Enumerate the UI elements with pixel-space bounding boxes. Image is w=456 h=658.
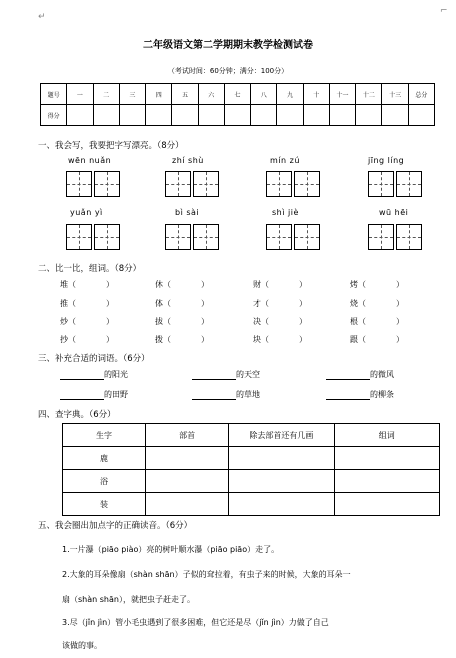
dict-cell[interactable] xyxy=(146,470,229,493)
writing-box[interactable] xyxy=(294,224,320,250)
score-table xyxy=(40,83,435,126)
paren-open: （ xyxy=(358,335,366,344)
compare-item[interactable] xyxy=(155,298,209,309)
fill-suffix: 的柳条 xyxy=(370,390,394,399)
section-2-heading: 二、比一比，组词。（8分） xyxy=(38,264,142,274)
fill-item[interactable] xyxy=(60,369,128,380)
dict-cell[interactable] xyxy=(334,447,439,470)
compare-item[interactable] xyxy=(155,279,209,290)
paren-close: ） xyxy=(106,335,114,344)
fill-item[interactable] xyxy=(326,389,394,400)
fill-suffix: 的田野 xyxy=(104,390,128,399)
paren-open: （ xyxy=(261,280,269,289)
score-cell[interactable] xyxy=(67,105,93,126)
paren-close: ） xyxy=(106,280,114,289)
score-cell[interactable] xyxy=(93,105,119,126)
compare-char: 跟 xyxy=(350,335,358,344)
dict-cell[interactable] xyxy=(146,493,229,516)
score-header-cell: 十三 xyxy=(382,84,408,105)
score-cell[interactable] xyxy=(198,105,224,126)
fill-blank[interactable] xyxy=(60,370,104,380)
paren-open: （ xyxy=(358,299,366,308)
paren-close: ） xyxy=(299,335,307,344)
compare-char: 休 xyxy=(155,280,163,289)
fill-blank[interactable] xyxy=(326,370,370,380)
section-1-heading: 一、我会写，我要把字写漂亮。（8分） xyxy=(38,141,184,151)
fill-suffix: 的微风 xyxy=(370,370,394,379)
paren-open: （ xyxy=(261,317,269,326)
pinyin-label: mín zú xyxy=(270,156,300,165)
pinyin-label: wēn nuǎn xyxy=(68,156,112,165)
writing-box[interactable] xyxy=(396,171,422,197)
score-cell[interactable] xyxy=(356,105,382,126)
question-line: 扇（shàn shān），就把虫子赶走了。 xyxy=(62,595,195,604)
fill-suffix: 的天空 xyxy=(236,370,260,379)
writing-box[interactable] xyxy=(66,224,92,250)
paren-open: （ xyxy=(163,317,171,326)
dict-header-cell: 部首 xyxy=(146,424,229,447)
compare-item[interactable] xyxy=(60,316,114,327)
score-header-cell: 七 xyxy=(224,84,250,105)
paren-close: ） xyxy=(396,335,404,344)
fill-item[interactable] xyxy=(192,389,260,400)
score-header-cell: 六 xyxy=(198,84,224,105)
section-5-heading: 五、我会圈出加点字的正确读音。（6分） xyxy=(38,521,193,531)
score-cell[interactable] xyxy=(172,105,198,126)
paren-close: ） xyxy=(396,280,404,289)
compare-item[interactable] xyxy=(60,334,114,345)
score-header-cell: 总分 xyxy=(408,84,434,105)
fill-blank[interactable] xyxy=(192,370,236,380)
score-cell[interactable] xyxy=(303,105,329,126)
paren-close: ） xyxy=(201,299,209,308)
writing-box[interactable] xyxy=(266,224,292,250)
pinyin-label: bì sài xyxy=(175,208,200,217)
paren-open: （ xyxy=(68,280,76,289)
fill-item[interactable] xyxy=(192,369,260,380)
writing-box[interactable] xyxy=(368,224,394,250)
compare-item[interactable] xyxy=(253,334,307,345)
dict-cell[interactable] xyxy=(229,470,334,493)
dictionary-table xyxy=(62,423,440,516)
writing-box[interactable] xyxy=(396,224,422,250)
compare-char: 烧 xyxy=(350,299,358,308)
score-header-cell: 九 xyxy=(277,84,303,105)
compare-char: 拨 xyxy=(155,335,163,344)
writing-box[interactable] xyxy=(94,224,120,250)
compare-item[interactable] xyxy=(60,298,114,309)
compare-char: 堆 xyxy=(60,280,68,289)
dict-row xyxy=(63,447,440,470)
paren-open: （ xyxy=(68,299,76,308)
paren-close: ） xyxy=(201,317,209,326)
score-row xyxy=(41,105,435,126)
score-cell[interactable] xyxy=(251,105,277,126)
dict-cell[interactable] xyxy=(146,447,229,470)
score-header-cell: 十一 xyxy=(329,84,355,105)
dict-header-cell: 除去部首还有几画 xyxy=(229,424,334,447)
pinyin-label: zhí shù xyxy=(172,156,204,165)
score-header-cell: 题号 xyxy=(41,84,67,105)
paren-open: （ xyxy=(261,299,269,308)
dict-header-cell: 组词 xyxy=(334,424,439,447)
score-header-cell: 一 xyxy=(67,84,93,105)
compare-char: 炒 xyxy=(60,317,68,326)
paren-close: ） xyxy=(299,317,307,326)
compare-item[interactable] xyxy=(253,279,307,290)
paren-open: （ xyxy=(261,335,269,344)
compare-char: 体 xyxy=(155,299,163,308)
dict-char: 鹿 xyxy=(63,447,146,470)
fill-blank[interactable] xyxy=(60,390,104,400)
compare-char: 块 xyxy=(253,335,261,344)
score-header-cell: 三 xyxy=(119,84,145,105)
score-cell[interactable] xyxy=(408,105,434,126)
writing-box[interactable] xyxy=(165,224,191,250)
score-header-cell: 十 xyxy=(303,84,329,105)
writing-box[interactable] xyxy=(193,224,219,250)
compare-item[interactable] xyxy=(253,316,307,327)
corner-mark: ⌐ xyxy=(440,6,448,16)
compare-item[interactable] xyxy=(350,334,404,345)
dict-char: 浴 xyxy=(63,470,146,493)
score-cell[interactable] xyxy=(146,105,172,126)
dict-cell[interactable] xyxy=(334,470,439,493)
score-row-label: 得分 xyxy=(41,105,67,126)
compare-item[interactable] xyxy=(155,316,209,327)
writing-box[interactable] xyxy=(94,171,120,197)
fill-item[interactable] xyxy=(326,369,394,380)
compare-char: 财 xyxy=(253,280,261,289)
writing-box[interactable] xyxy=(66,171,92,197)
score-cell[interactable] xyxy=(329,105,355,126)
compare-item[interactable] xyxy=(350,279,404,290)
score-cell[interactable] xyxy=(224,105,250,126)
paren-open: （ xyxy=(68,317,76,326)
writing-box[interactable] xyxy=(294,171,320,197)
section-4-heading: 四、查字典。（6分） xyxy=(38,410,116,420)
score-header-cell: 五 xyxy=(172,84,198,105)
section-3-heading: 三、补充合适的词语。（6分） xyxy=(38,354,150,364)
page-title: 二年级语文第二学期期末教学检测试卷 xyxy=(143,40,313,51)
pinyin-label: jīng líng xyxy=(368,156,405,165)
score-cell[interactable] xyxy=(277,105,303,126)
paren-close: ） xyxy=(396,299,404,308)
writing-box[interactable] xyxy=(165,171,191,197)
fill-suffix: 的草地 xyxy=(236,390,260,399)
dict-row xyxy=(63,493,440,516)
exam-info: （考试时间：60分钟；满分：100分） xyxy=(167,67,289,75)
compare-char: 才 xyxy=(253,299,261,308)
paragraph-mark: ↵ xyxy=(38,12,46,22)
score-header-cell: 十二 xyxy=(356,84,382,105)
dict-header-cell: 生字 xyxy=(63,424,146,447)
score-header-cell: 二 xyxy=(93,84,119,105)
pinyin-label: wū hēi xyxy=(379,208,409,217)
writing-box[interactable] xyxy=(193,171,219,197)
question-line: 3.尽（jǐn jìn）管小毛虫遇到了很多困难，但它还是尽（jǐn jìn）力做了自己 xyxy=(62,618,329,627)
compare-item[interactable] xyxy=(350,298,404,309)
paren-close: ） xyxy=(299,299,307,308)
compare-char: 推 xyxy=(60,299,68,308)
score-cell[interactable] xyxy=(119,105,145,126)
dict-header-row xyxy=(63,424,440,447)
paren-close: ） xyxy=(106,299,114,308)
dict-cell[interactable] xyxy=(229,447,334,470)
question-line: 1.一片瀑（piāo piào）亮的树叶顺水瀑（piāo piāo）走了。 xyxy=(62,545,280,554)
compare-char: 根 xyxy=(350,317,358,326)
paren-open: （ xyxy=(358,317,366,326)
paren-close: ） xyxy=(299,280,307,289)
score-header-cell: 八 xyxy=(251,84,277,105)
pinyin-label: yuǎn yì xyxy=(70,208,103,217)
compare-char: 拔 xyxy=(155,317,163,326)
fill-item[interactable] xyxy=(60,389,128,400)
paren-close: ） xyxy=(396,317,404,326)
compare-item[interactable] xyxy=(350,316,404,327)
pinyin-label: shì jiè xyxy=(272,208,299,217)
paren-open: （ xyxy=(163,299,171,308)
compare-item[interactable] xyxy=(253,298,307,309)
score-cell[interactable] xyxy=(382,105,408,126)
writing-box[interactable] xyxy=(266,171,292,197)
compare-char: 烤 xyxy=(350,280,358,289)
question-line: 该做的事。 xyxy=(62,641,102,650)
paren-open: （ xyxy=(358,280,366,289)
fill-suffix: 的阳光 xyxy=(104,370,128,379)
score-header-cell: 四 xyxy=(146,84,172,105)
paren-open: （ xyxy=(163,280,171,289)
paren-close: ） xyxy=(106,317,114,326)
dict-cell[interactable] xyxy=(229,493,334,516)
paren-open: （ xyxy=(163,335,171,344)
fill-blank[interactable] xyxy=(326,390,370,400)
paren-close: ） xyxy=(201,280,209,289)
fill-blank[interactable] xyxy=(192,390,236,400)
writing-box[interactable] xyxy=(368,171,394,197)
compare-item[interactable] xyxy=(155,334,209,345)
compare-char: 决 xyxy=(253,317,261,326)
score-header-row xyxy=(41,84,435,105)
dict-char: 装 xyxy=(63,493,146,516)
question-line: 2.大象的耳朵像扇（shàn shān）子似的耷拉着，有虫子来的时候，大象的耳朵一 xyxy=(62,570,351,579)
paren-close: ） xyxy=(201,335,209,344)
dict-cell[interactable] xyxy=(334,493,439,516)
compare-char: 抄 xyxy=(60,335,68,344)
paren-open: （ xyxy=(68,335,76,344)
dict-row xyxy=(63,470,440,493)
compare-item[interactable] xyxy=(60,279,114,290)
